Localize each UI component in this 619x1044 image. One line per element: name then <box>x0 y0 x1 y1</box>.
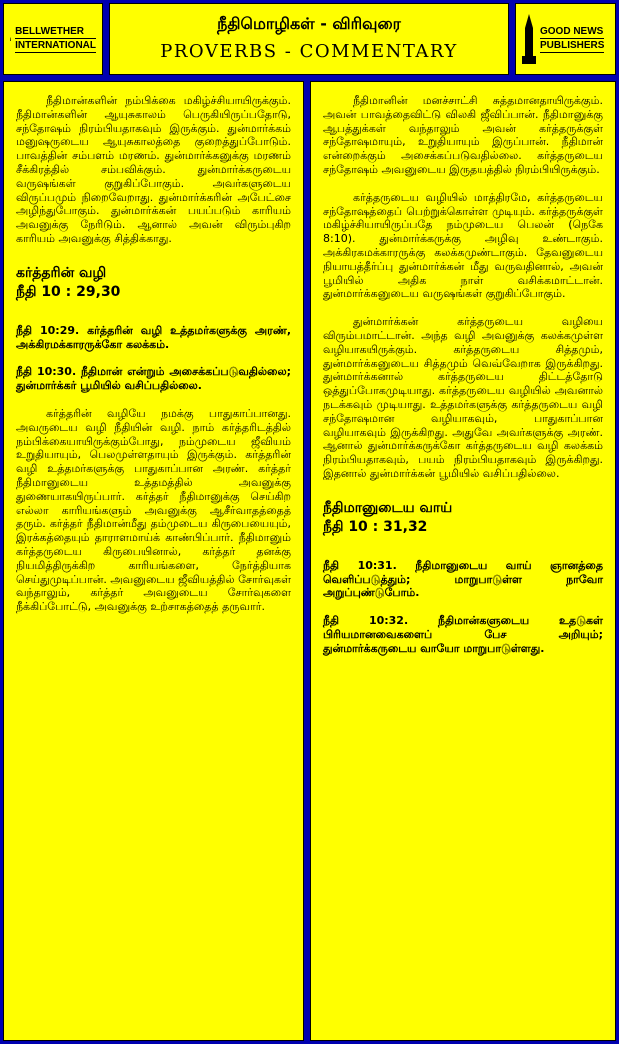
verse-10-31: நீதி 10:31. நீதிமானுடைய வாய் ஞானத்தை வெளிப்படுத்தும்; மாறுபாடுள்ள நாவோ அறுப்புண்டுபோம். <box>323 558 603 600</box>
title-english: PROVERBS - COMMENTARY <box>160 41 458 62</box>
verse-10-30: நீதி 10:30. நீதிமான் என்றும் அசைக்கப்படுவதில்லை; துன்மார்க்கர் பூமியில் வசிப்பதில்லை. <box>16 365 291 393</box>
section-heading-lord-way <box>16 264 291 302</box>
section-heading-righteous-mouth <box>323 499 603 537</box>
right-paragraph-3: துன்மார்க்கன் கர்த்தருடைய வழியை விரும்பமாட்டான். அந்த வழி அவனுக்கு கலக்கமுள்ள வழியாகயிருக்கும். கர்த்தருடைய சித்தமும், துன்மார்க்கனுடைய சித்தமும் வெவ்வேறாக இருக்கிறது. துன்மார்க்கனால் கர்த்தருடைய திட்டத்தோடு ஒத்துப்போகமுடியாது. கர்த்தருடைய வழியில் அவனால் நடக்கவும் முடியாது. உத்தமர்களுக்கு கர்த்தருடைய வழி சந்தோஷமான வழியாகவும், பாதுகாப்பான வழியாகவும் இருக்கிறது. அதுவே அவர்களுக்கு அரண். ஆனால் துன்மார்க்கருக்கோ கர்த்தருடைய வழி கலக்கம் நிரம்பியதாகவும், பயம் நிரம்பியதாகவும் இருக்கிறது. இதனால் துன்மார்க்கன் பூமியில் வசிப்பதில்லை. <box>323 315 603 480</box>
good-news-tower-icon <box>522 14 536 64</box>
page-header <box>109 3 509 75</box>
title-tamil: நீதிமொழிகள் - விரிவுரை <box>217 14 401 33</box>
left-paragraph-1: நீதிமான்களின் நம்பிக்கை மகிழ்ச்சியாயிருக்கும். நீதிமான்களின் ஆயுசுகாலம் பெருகியிருப்பதோடு, சந்தோஷம் நிரம்பியதாகவும் இருக்கும். துன்மார்க்கம் மனுஷருடைய ஆயுசுகாலத்தை குறைத்துப்போடும். பாவத்தின் சம்பளம் மரணம். துன்மார்க்கனுக்கு மரணம் சீக்கிரத்தில் சம்பவிக்கும். துன்மார்க்கருடைய வருஷங்கள் குறுகிப்போகும். அவர்களுடைய விருப்பமும் நிறைவேறாது. துன்மார்க்கரின் அபேட்சை அழிந்துபோகும். துன்மார்க்கன் பயப்படும் காரியம் அவனுக்கு நேரிடும். ஆனால் அவன் விரும்புகிற காரியம் அவனுக்கு சித்திக்காது. <box>16 94 291 245</box>
section-heading-ref: நீதி 10 : 31,32 <box>323 518 428 535</box>
right-logo-line1: GOOD NEWS <box>540 26 604 37</box>
left-paragraph-2: கர்த்தரின் வழியே நமக்கு பாதுகாப்பானது. அவருடைய வழி நீதியின் வழி. நாம் கர்த்தரிடத்தில் நம்பிக்கையாயிருக்கும்போது, நம்முடைய ஜீவியம் உறுதியாயும், பெலமுள்ளதாயும் இருக்கும். கர்த்தரின் வழி உத்தமர்களுக்கு பாதுகாப்பான அரண். கர்த்தர் நீதிமானுடைய உத்தமத்தில் அவனுக்கு துணையாகயிருப்பார். கர்த்தர் நீதிமானுக்கு செய்கிற எல்லா காரியங்களும் அவனுக்கு ஆசீர்வாதத்தைத் தரும். கர்த்தர் நீதிமான்மீது தம்முடைய கிருபையையும், இரக்கத்தையும் தாராளமாய்க் காண்பிப்பார். நீதிமானும் கர்த்தருடைய கிருபையினால், கர்த்தர் தனக்கு நியமித்திருக்கிற காரியங்களை, நேர்த்தியாக செய்துமுடிப்பான். அவனுடைய ஜீவியத்தில் சோர்வுகள் வந்தாலும், கர்த்தர் அவனுடைய சோர்வுகளை நீக்கிப்போட்டு, அவனுக்கு உற்சாகத்தைத் தருவார். <box>16 406 291 614</box>
verse-10-29: நீதி 10:29. கர்த்தரின் வழி உத்தமர்களுக்கு அரண், அக்கிரமக்காரருக்கோ கலக்கம். <box>16 323 291 351</box>
good-news-logo <box>515 3 616 75</box>
bellwether-tower-icon <box>10 14 11 64</box>
right-paragraph-2: கர்த்தருடைய வழியில் மாத்திரமே, கர்த்தருடைய சந்தோஷத்தைப் பெற்றுக்கொள்ள முடியும். கர்த்தருக்குள் மகிழ்ச்சியாயிருப்பதே நம்முடைய பெலன் (நெகே 8:10). துன்மார்க்கருக்கு அழிவு உண்டாகும். அக்கிரகமக்காரருக்கு கலக்கமுண்டாகும். தேவனுடைய நியாயத்தீர்ப்பு துன்மார்க்கன் மீது வருவதினால், அவன் பூமியில் அதிக நாள் வசிக்கமாட்டான். துன்மார்க்கனுடைய வருஷங்கள் குறுகிப்போகும். <box>323 190 603 301</box>
left-logo-line1: BELLWETHER <box>15 25 96 39</box>
right-column <box>310 81 616 1041</box>
section-heading-ref: நீதி 10 : 29,30 <box>16 283 121 300</box>
right-logo-line2: PUBLISHERS <box>540 40 605 51</box>
bellwether-logo <box>3 3 103 75</box>
left-column <box>3 81 304 1041</box>
left-logo-line2: INTERNATIONAL <box>15 40 96 51</box>
right-paragraph-1: நீதிமானின் மனச்சாட்சி சுத்தமானதாயிருக்கும். அவன் பாவத்தைவிட்டு விலகி ஜீவிப்பான். நீதிமானுக்கு ஆபத்துக்கள் வந்தாலும் அவன் கர்த்தருக்குள் சந்தோஷமாயும், உறுதியாயும் இருப்பான். நீதிமான் என்றைக்கும் அசைக்கப்படுவதில்லை. கர்த்தருடைய சந்தோஷம் அவனுடைய இருதயத்தில் நிரம்பியிருக்கும். <box>323 94 603 176</box>
section-heading-title: நீதிமானுடைய வாய் <box>323 499 453 516</box>
section-heading-title: கர்த்தரின் வழி <box>16 264 107 281</box>
verse-10-32: நீதி 10:32. நீதிமான்களுடைய உதடுகள் பிரியமானவைகளைப் பேச அறியும்; துன்மார்க்கருடைய வாயோ மாறுபாடுள்ளது. <box>323 614 603 655</box>
